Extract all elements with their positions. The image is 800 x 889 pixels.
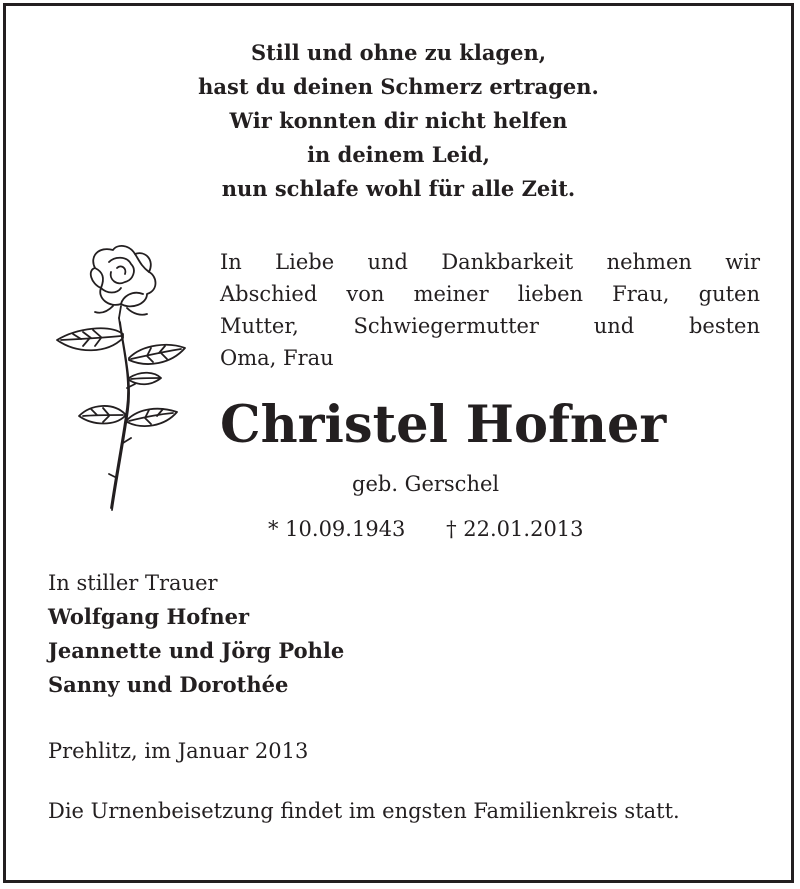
mourners (48, 566, 344, 702)
intro-line: Mutter, Schwiegermutter und besten (220, 314, 760, 338)
poem-line: in deinem Leid, (307, 142, 490, 167)
poem-line: nun schlafe wohl für alle Zeit. (221, 176, 576, 201)
rose-icon (51, 238, 191, 528)
obituary-notice (3, 3, 794, 883)
poem-line: Wir konnten dir nicht helfen (229, 108, 568, 133)
deceased-name: Christel Hofner (220, 395, 667, 455)
poem-line: hast du deinen Schmerz ertragen. (198, 74, 599, 99)
intro-text (220, 246, 760, 374)
intro-line: In Liebe und Dankbarkeit nehmen wir (220, 250, 760, 274)
mourner-name: Sanny und Dorothée (48, 672, 289, 697)
life-dates (268, 513, 584, 545)
mourners-heading: In stiller Trauer (48, 571, 218, 595)
mourner-name: Jeannette und Jörg Pohle (48, 638, 345, 663)
poem (6, 36, 791, 206)
poem-line: Still und ohne zu klagen, (250, 40, 547, 65)
death-date: † 22.01.2013 (446, 517, 584, 541)
burial-note: Die Urnenbeisetzung findet im engsten Familienkreis statt. (48, 799, 680, 823)
intro-line: Abschied von meiner lieben Frau, guten (220, 282, 760, 306)
mourner-name: Wolfgang Hofner (48, 604, 250, 629)
intro-line: Oma, Frau (220, 346, 334, 370)
maiden-name: geb. Gerschel (352, 472, 500, 496)
place-date: Prehlitz, im Januar 2013 (48, 739, 309, 763)
birth-date: * 10.09.1943 (268, 517, 406, 541)
